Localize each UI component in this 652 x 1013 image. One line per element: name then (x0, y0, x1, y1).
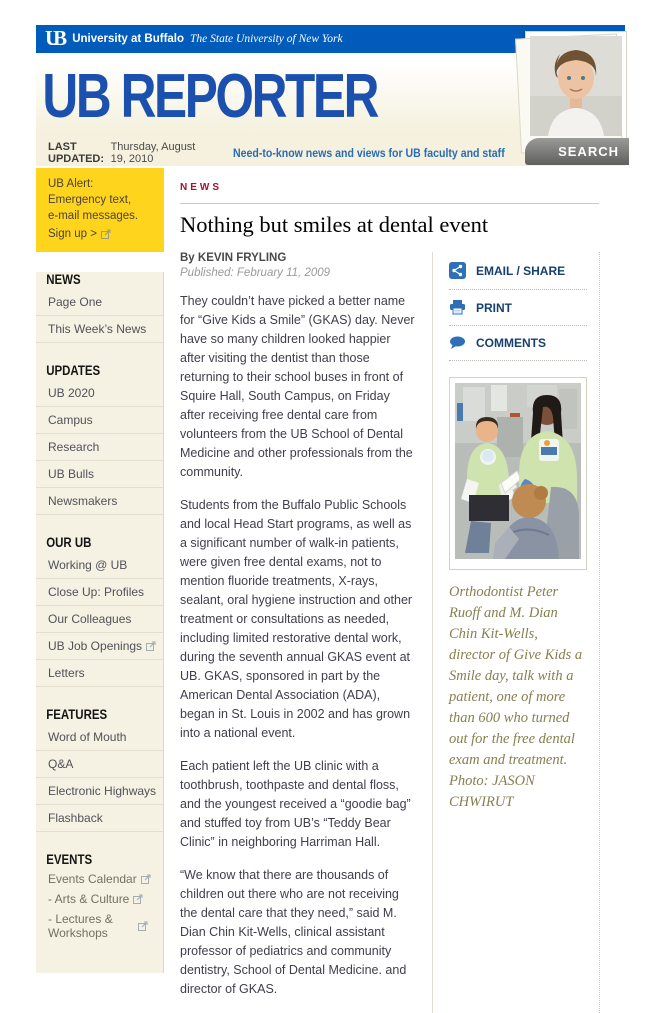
sidebar-item-label: UB Bulls (48, 467, 95, 482)
article-main (164, 168, 629, 1013)
article-body (180, 252, 433, 1013)
sidebar-item-events-calendar[interactable] (36, 869, 163, 889)
ub-logo[interactable]: UB (45, 25, 61, 50)
sidebar-item-label: Letters (48, 666, 85, 681)
university-name[interactable]: University at Buffalo (72, 33, 185, 45)
sidebar-item-label: Our Colleagues (48, 612, 132, 627)
last-updated-label: LAST UPDATED: (48, 141, 105, 165)
article-paragraph: “We know that there are thousands of children out there who are not receiving the dental care that they need,” said M. Dian Chin Kit-Wells, clinical assistant professor of pediatrics and community dentistry, School of Dental Medicine. and director of GKAS. (180, 868, 407, 996)
sidebar-section-news (36, 272, 163, 343)
alert-line: UB Alert: (48, 178, 94, 190)
photo-caption (449, 582, 587, 813)
comments-button[interactable] (449, 326, 587, 361)
comments-icon (449, 336, 466, 350)
sidebar-item-label: - Arts & Culture (48, 892, 130, 907)
email-share-button[interactable] (449, 252, 587, 290)
article-rail (433, 252, 600, 1013)
external-link-icon (141, 874, 151, 884)
sidebar-item-lectures-workshops[interactable] (36, 909, 163, 943)
portrait-woman-image (530, 36, 622, 136)
alert-signup-label: Sign up > (48, 228, 97, 241)
external-link-icon (133, 894, 143, 904)
external-link-icon (138, 921, 148, 931)
sidebar-item-label: Electronic Highways (48, 784, 157, 799)
sidebar-item-qa[interactable] (36, 751, 163, 778)
sidebar-item-label: Events Calendar (48, 872, 137, 887)
sidebar-heading: OUR UB (46, 535, 92, 551)
sidebar-item-letters[interactable] (36, 660, 163, 687)
section-kicker[interactable]: NEWS (180, 182, 222, 193)
sidebar-heading: EVENTS (46, 852, 93, 868)
article-photo-frame (449, 377, 587, 570)
ub-alert-box (36, 168, 164, 252)
sidebar-item-ub-2020[interactable] (36, 380, 163, 407)
share-icon (449, 262, 466, 279)
dental-clinic-photo (455, 383, 581, 559)
article-paragraph: They couldn’t have picked a better name for “Give Kids a Smile” (GKAS) day. Never have so many children looked happier after visiting the dentist than those returning to their school buses in front of Squire Hall, South Campus, on Friday after receiving free dental care from volunteers from the UB School of Dental Medicine and other professionals from the community. (180, 294, 415, 479)
article-title: Nothing but smiles at dental event (180, 212, 489, 237)
action-label: EMAIL / SHARE (476, 263, 566, 278)
alert-line: e-mail messages. (48, 210, 139, 223)
external-link-icon (146, 641, 156, 651)
site-tagline: Need-to-know news and views for UB faculty and staff (233, 146, 505, 160)
sidebar-item-label: - Lectures & Workshops (48, 912, 113, 941)
sidebar (36, 168, 164, 1013)
sidebar-item-label: Q&A (48, 757, 74, 772)
content (36, 168, 625, 1013)
external-link-icon (101, 229, 111, 239)
sidebar-item-our-colleagues[interactable] (36, 606, 163, 633)
sidebar-item-ub-job-openings[interactable] (36, 633, 163, 660)
sidebar-nav (36, 272, 164, 973)
article-published-date: Published: February 11, 2009 (180, 267, 331, 279)
article-byline: By KEVIN FRYLING (180, 252, 287, 264)
sidebar-item-label: UB Job Openings (48, 639, 143, 654)
sidebar-heading: FEATURES (46, 707, 108, 723)
sidebar-section-events (36, 852, 163, 943)
article-paragraph: Each patient left the UB clinic with a toothbrush, toothpaste and dental floss, and the youngest received a “goodie bag” and stuffed toy from UB’s “Teddy Bear Clinic” in neighboring Harriman Hall. (180, 759, 411, 849)
alert-signup-link[interactable] (48, 226, 158, 242)
sidebar-item-label: UB 2020 (48, 386, 95, 401)
masthead-portrait-photo (525, 31, 627, 146)
sidebar-item-electronic-highways[interactable] (36, 778, 163, 805)
sidebar-item-campus[interactable] (36, 407, 163, 434)
sidebar-item-label: Page One (48, 295, 103, 310)
print-button[interactable] (449, 290, 587, 326)
photo-credit: Photo: JASON CHWIRUT (449, 773, 535, 811)
search-button[interactable] (525, 138, 629, 165)
sidebar-item-close-up-profiles[interactable] (36, 579, 163, 606)
print-icon (449, 300, 466, 315)
sidebar-item-flashback[interactable] (36, 805, 163, 832)
headline-rule (180, 203, 599, 204)
sidebar-section-our-ub (36, 535, 163, 687)
sidebar-item-this-weeks-news[interactable] (36, 316, 163, 343)
sidebar-item-label: Working @ UB (48, 558, 128, 573)
last-updated-date: Thursday, August 19, 2010 (110, 141, 196, 165)
sidebar-item-arts-culture[interactable] (36, 889, 163, 909)
sidebar-item-newsmakers[interactable] (36, 488, 163, 515)
masthead-title[interactable]: UB REPORTER (42, 62, 378, 131)
sidebar-item-label: This Week’s News (48, 322, 147, 337)
sidebar-item-label: Flashback (48, 811, 103, 826)
sidebar-item-label: Close Up: Profiles (48, 585, 145, 600)
university-subtitle: The State University of New York (190, 33, 343, 45)
sidebar-item-word-of-mouth[interactable] (36, 724, 163, 751)
sidebar-item-research[interactable] (36, 434, 163, 461)
article-paragraph: Students from the Buffalo Public Schools and local Head Start programs, as well as a significant number of walk-in patients, were given free dental exams, not to mention fluoride treatments, X-rays, sealant, oral hygiene instruction and other treatment or consultations as needed, including limited restorative dental work, during the seventh annual GKAS event at UB. GKAS, sponsored in part by the American Dental Association (ADA), began in St. Louis in 2002 and has grown into a national event. (180, 498, 413, 740)
action-label: PRINT (476, 300, 512, 315)
sidebar-item-label: Word of Mouth (48, 730, 127, 745)
sidebar-heading: UPDATES (46, 363, 101, 379)
sidebar-section-updates (36, 363, 163, 515)
sidebar-item-label: Campus (48, 413, 93, 428)
sidebar-item-page-one[interactable] (36, 289, 163, 316)
alert-line: Emergency text, (48, 194, 132, 207)
page (36, 25, 625, 1013)
site-header (36, 25, 625, 166)
sidebar-item-label: Research (48, 440, 100, 455)
search-label: SEARCH (558, 144, 619, 159)
action-label: COMMENTS (476, 336, 546, 350)
sidebar-item-working-at-ub[interactable] (36, 552, 163, 579)
sidebar-section-features (36, 707, 163, 832)
sidebar-item-label: Newsmakers (48, 494, 118, 509)
sidebar-item-ub-bulls[interactable] (36, 461, 163, 488)
sidebar-heading: NEWS (46, 272, 81, 288)
photo-caption-text: Orthodontist Peter Ruoff and M. Dian Chin Kit-Wells, director of Give Kids a Smile day, talk with a patient, one of more than 600 who turned out for the free dental exam and treatment. (449, 584, 583, 769)
